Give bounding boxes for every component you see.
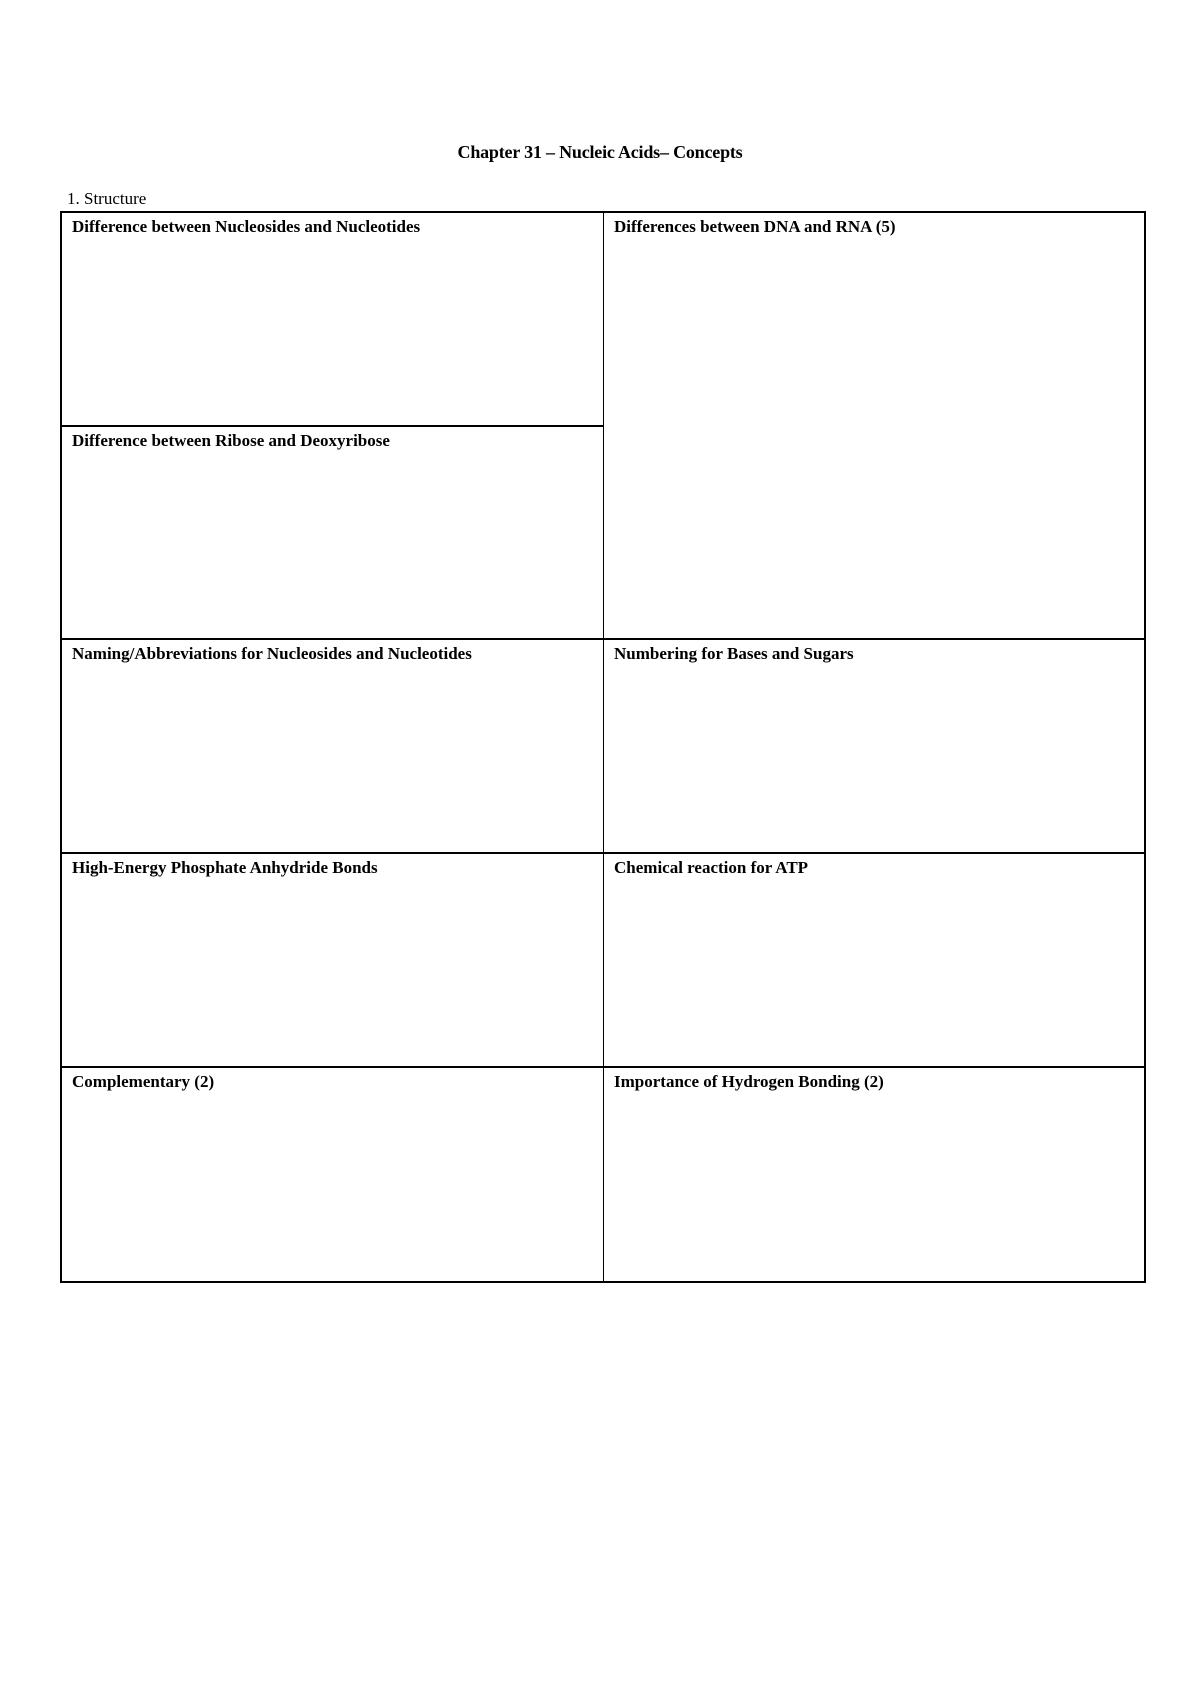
cell-phosphate-anhydride-bonds: High-Energy Phosphate Anhydride Bonds bbox=[62, 854, 604, 1068]
cell-hydrogen-bonding: Importance of Hydrogen Bonding (2) bbox=[614, 1072, 884, 1091]
cell-dna-vs-rna: Differences between DNA and RNA (5) bbox=[604, 213, 1144, 640]
page-title: Chapter 31 – Nucleic Acids– Concepts bbox=[457, 142, 743, 162]
section-heading: 1. Structure bbox=[67, 189, 147, 208]
cell-naming-abbreviations: Naming/Abbreviations for Nucleosides and Nucleotides bbox=[62, 640, 604, 854]
cell-complementary: Complementary (2) bbox=[62, 1068, 604, 1281]
cell-ribose-vs-deoxyribose: Difference between Ribose and Deoxyribose bbox=[62, 427, 604, 640]
worksheet-table bbox=[60, 211, 1146, 1283]
cell-numbering-bases-sugars: Numbering for Bases and Sugars bbox=[604, 640, 1144, 854]
cell-nucleosides-vs-nucleotides: Difference between Nucleosides and Nucleotides bbox=[62, 213, 604, 427]
cell-atp-reaction: Chemical reaction for ATP bbox=[604, 854, 1144, 1068]
